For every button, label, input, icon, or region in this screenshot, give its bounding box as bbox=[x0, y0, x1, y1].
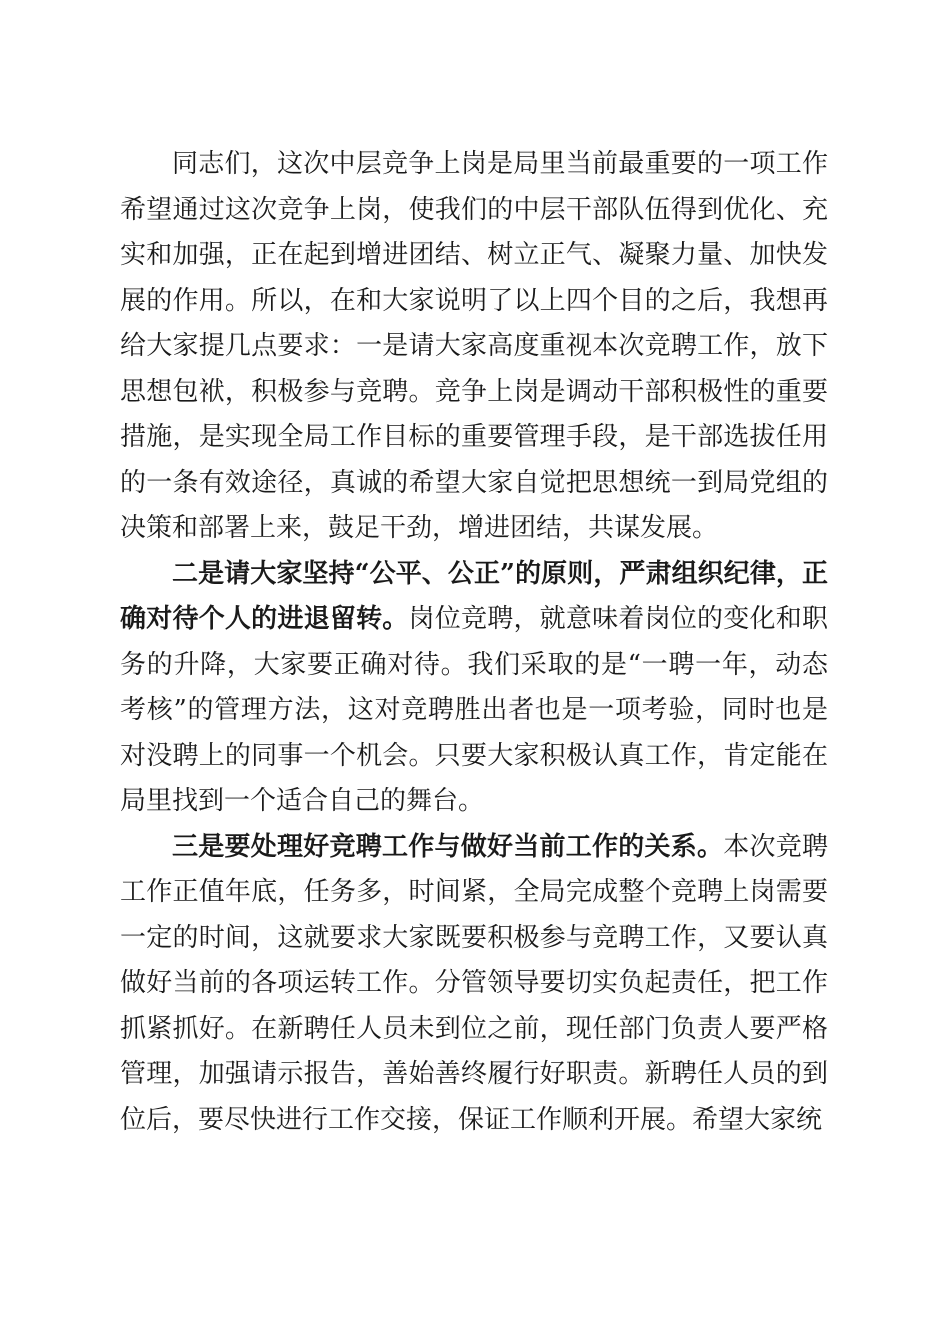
paragraph-1 bbox=[120, 142, 828, 552]
paragraph-2 bbox=[120, 552, 828, 825]
paragraph-3-lead: 三是要处理好竞聘工作与做好当前工作的关系。 bbox=[172, 831, 724, 862]
paragraph-2-body: 岗位竞聘，就意味着岗位的变化和职务的升降，大家要正确对待。我们采取的是“一聘一年，动态考核”的管理方法，这对竞聘胜出者也是一项考验，同时也是对没聘上的同事一个机会。只要大家积极认真工作，肯定能在局里找到一个适合自己的舞台。 bbox=[120, 604, 828, 816]
paragraph-1-body: 同志们，这次中层竞争上岗是局里当前最重要的一项工作希望通过这次竞争上岗，使我们的中层干部队伍得到优化、充实和加强，正在起到增进团结、树立正气、凝聚力量、加快发展的作用。所以，在和大家说明了以上四个目的之后，我想再给大家提几点要求：一是请大家高度重视本次竞聘工作，放下思想包袱，积极参与竞聘。竞争上岗是调动干部积极性的重要措施，是实现全局工作目标的重要管理手段，是干部选拔任用的一条有效途径，真诚的希望大家自觉把思想统一到局党组的决策和部署上来，鼓足干劲，增进团结，共谋发展。 bbox=[120, 149, 828, 543]
document-body bbox=[120, 142, 828, 1143]
paragraph-3 bbox=[120, 825, 828, 1144]
paragraph-3-body: 本次竞聘工作正值年底，任务多，时间紧，全局完成整个竞聘上岗需要一定的时间，这就要求大家既要积极参与竞聘工作，又要认真做好当前的各项运转工作。分管领导要切实负起责任，把工作抓紧抓好。在新聘任人员未到位之前，现任部门负责人要严格管理，加强请示报告，善始善终履行好职责。新聘任人员的到位后，要尽快进行工作交接，保证工作顺利开展。希望大家统 bbox=[120, 831, 828, 1135]
paragraph-2-lead: 二是请大家坚持“公平、公正”的原则，严肃组织纪律，正确对待个人的进退留转。 bbox=[120, 558, 828, 634]
